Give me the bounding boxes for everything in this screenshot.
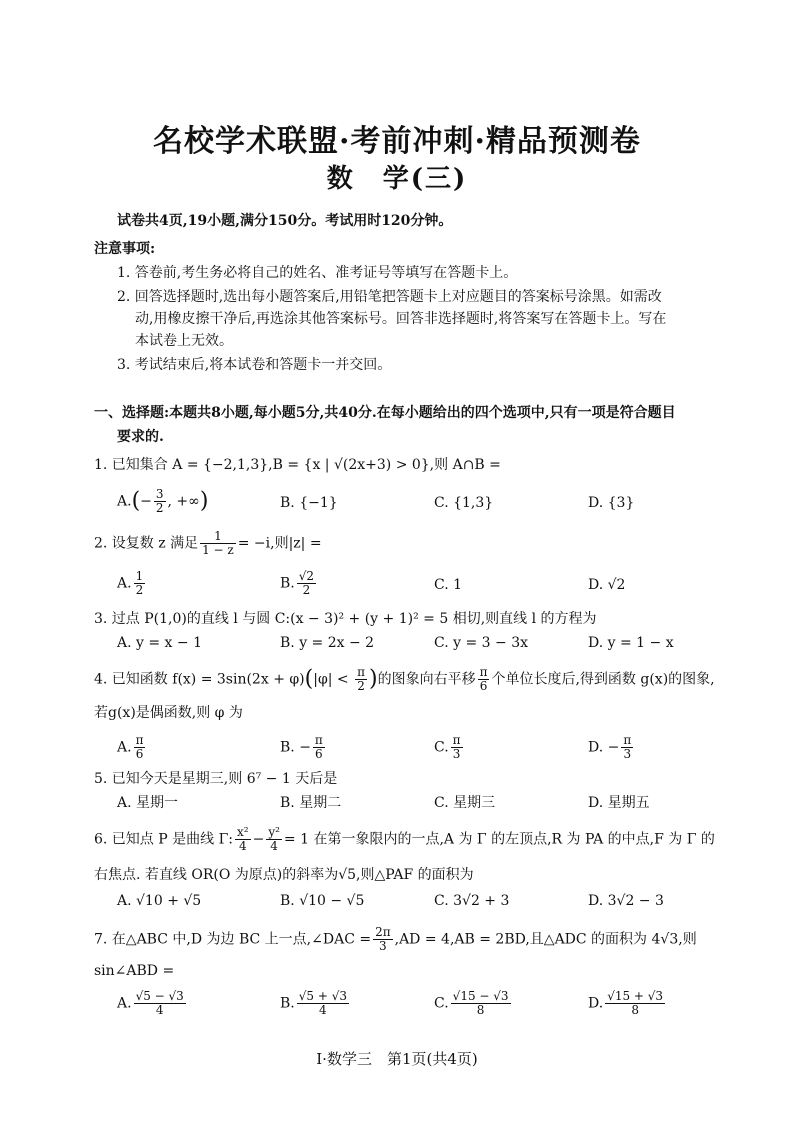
- exam-intro: 试卷共4页,19小题,满分150分。考试用时120分钟。: [117, 213, 453, 229]
- question-2-option-a: A. $\frac{1}{2}$: [117, 569, 144, 597]
- section-heading-cont: 要求的.: [117, 429, 164, 445]
- question-7-option-b: B. $\frac{√5 + √3}{4}$: [280, 989, 347, 1017]
- question-4-option-b: B. − $\frac{\pi}{6}$: [280, 733, 323, 761]
- question-6-option-a: A. √10 + √5: [117, 893, 202, 909]
- question-3-option-b: B. y = 2x − 2: [280, 635, 375, 651]
- question-7-option-c: C. $\frac{√15 - √3}{8}$: [434, 989, 509, 1017]
- page-footer: Ⅰ·数学三 第1页(共4页): [316, 1050, 478, 1068]
- note-line: 动,用橡皮擦干净后,再选涂其他答案标号。回答非选择题时,将答案写在答题卡上。写在: [135, 311, 667, 327]
- question-3-option-d: D. y = 1 − x: [588, 635, 674, 651]
- question-3-stem: 3. 过点 P(1,0)的直线 l 与圆 C:(x − 3)² + (y + 1)² = 5 相切,则直线 l 的方程为: [94, 611, 597, 627]
- question-7-option-a: A. $\frac{√5 - √3}{4}$: [117, 989, 184, 1017]
- question-4-option-c: C. $\frac{\pi}{3}$: [434, 733, 461, 761]
- question-2-option-d: D. √2: [588, 577, 626, 593]
- question-7-stem: 7. 在△ABC 中,D 为边 BC 上一点,∠DAC = $\frac{2\pi}{3}$ ,AD = 4,AB = 2BD,且△ADC 的面积为 4√3,则: [94, 925, 697, 953]
- question-1-option-d: D. {3}: [588, 495, 635, 511]
- question-5-option-a: A. 星期一: [117, 795, 179, 811]
- question-1-option-b: B. {−1}: [280, 495, 338, 511]
- note-line: 本试卷上无效。: [135, 333, 233, 349]
- question-5-option-c: C. 星期三: [434, 795, 496, 811]
- note-line: 1. 答卷前,考生务必将自己的姓名、准考证号等填写在答题卡上。: [117, 265, 518, 281]
- question-4-stem-cont: 若g(x)是偶函数,则 φ 为: [94, 705, 243, 721]
- question-7-stem-cont: sin∠ABD =: [94, 963, 175, 979]
- question-2-option-c: C. 1: [434, 577, 463, 593]
- question-5-option-d: D. 星期五: [588, 795, 650, 811]
- question-2-option-b: B. $\frac{√2}{2}$: [280, 569, 315, 597]
- question-5-stem: 5. 已知今天是星期三,则 6⁷ − 1 天后是: [94, 771, 338, 787]
- question-1-option-c: C. {1,3}: [434, 495, 494, 511]
- question-6-stem-cont: 右焦点. 若直线 OR(O 为原点)的斜率为√5,则△PAF 的面积为: [94, 867, 474, 883]
- section-heading: 一、选择题:本题共8小题,每小题5分,共40分.在每小题给出的四个选项中,只有一项是符合题目: [94, 405, 676, 421]
- question-2-stem: 2. 设复数 z 满足 $\frac{1}{1 - z}$ = −i,则|z| =: [94, 529, 322, 557]
- question-3-option-c: C. y = 3 − 3x: [434, 635, 528, 651]
- question-3-option-a: A. y = x − 1: [117, 635, 202, 651]
- notes-heading: 注意事项:: [94, 241, 156, 257]
- question-7-option-d: D. $\frac{√15 + √3}{8}$: [588, 989, 664, 1017]
- question-6-option-c: C. 3√2 + 3: [434, 893, 510, 909]
- question-4-option-d: D. − $\frac{\pi}{3}$: [588, 733, 632, 761]
- question-6-option-d: D. 3√2 − 3: [588, 893, 664, 909]
- page-title: 名校学术联盟·考前冲刺·精品预测卷: [153, 124, 641, 159]
- question-4-stem: 4. 已知函数 f(x) = 3sin(2x + φ)(|φ| < $\frac{\pi}{2}$ )的图象向右平移 $\frac{\pi}{6}$ 个单位长度后,得到函数 g(x)的图象,: [94, 665, 715, 693]
- question-1-stem: 1. 已知集合 A = {−2,1,3},B = {x | √(2x+3) > 0},则 A∩B =: [94, 457, 501, 473]
- page-subtitle: 数 学(三): [326, 164, 468, 194]
- question-5-option-b: B. 星期二: [280, 795, 342, 811]
- question-6-stem: 6. 已知点 P 是曲线 Γ: $\frac{\text{x²}}{4}$ − $\frac{\text{y²}}{4}$ = 1 在第一象限内的一点,A 为 Γ 的左顶点,R 为 PA 的中点,F 为 Γ 的: [94, 825, 715, 853]
- question-4-option-a: A. $\frac{\pi}{6}$: [117, 733, 144, 761]
- question-6-option-b: B. √10 − √5: [280, 893, 365, 909]
- note-line: 3. 考试结束后,将本试卷和答题卡一并交回。: [117, 357, 392, 373]
- note-line: 2. 回答选择题时,选出每小题答案后,用铅笔把答题卡上对应题目的答案标号涂黑。如需改: [117, 289, 662, 305]
- question-1-option-a: A.(− $\frac{3}{2}$ , +∞): [117, 487, 209, 515]
